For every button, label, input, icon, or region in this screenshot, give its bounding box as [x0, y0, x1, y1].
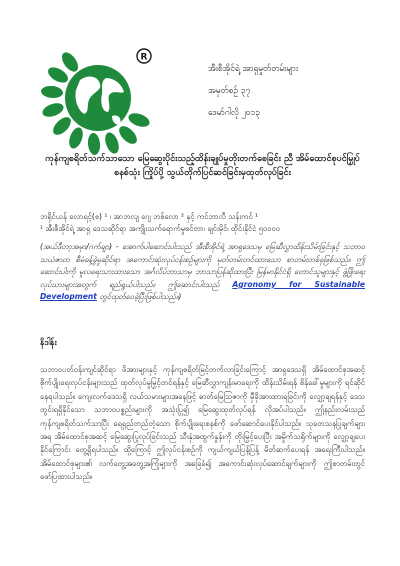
author-block	[40, 211, 365, 235]
publication-date: ဒေမာ်ဂါလို ၂၀၁၃	[208, 107, 260, 117]
globe-leaf-logo	[40, 40, 160, 160]
masthead	[208, 62, 388, 128]
journal-link[interactable]: Agronomy for Sustainable Development	[40, 279, 365, 302]
body-paragraph: သဘာဝပတ်ဝန်းကျင်ဆိုင်ရာ ဖိအားများနှင့် ကုန်ကျစရိတ်မြင့်တက်လာခြင်းကြောင့် အာရှဒေသရှိ အိမ်ထောင်စုအဆင့် စိုက်ပျိုးရေးလုပ်ငန်းများသည် ထုတ်လုပ်မှုမြှင့်တင်ရန်နှင့် မြေဆီလွှာကျန်းမာရေးကို ထိန်းသိမ်းရန် စိန်ခေါ်မှုများကို ရင်ဆိုင်နေရပါသည်။ ကျေးလက်ဒေသရှိ လယ်သမားများအနေဖြင့် ဓာတ်မြေဩဇာကို မှီခိုအားထားရခြင်းကို လျှော့ချရန်နှင့် ဒေသတွင်းရရှိနိုင်သော သဘာဝပစ္စည်းများကို အသုံးပြု၍ မြေဆွေးထုတ်လုပ်ရန် လိုအပ်ပါသည်။ ဤနည်းလမ်းသည် ကုန်ကျစရိတ်သက်သာပြီး ရေရှည်တည်တံ့သော စိုက်ပျိုးရေးစနစ်ကို ဖော်ဆောင်ပေးနိုင်ပါသည်။ သုတေသနပြုချက်များအရ အိမ်ထောင်စုအဆင့် မြေဆွေးပြုလုပ်ခြင်းသည် သီးနှံအထွက်နှုန်းကို တိုးမြှင့်ပေးပြီး အမှိုက်သရိုက်များကို လျှော့ချပေးနိုင်ကြောင်း တွေ့ရှိရပါသည်။ ထို့ကြောင့် ဤလုပ်ငန်းစဉ်ကို ကျယ်ကျယ်ပြန့်ပြန့် မိတ်ဆက်ပေးရန် အရေးကြီးပါသည်။ အိမ်ထောင်စုများ၏ လက်တွေ့အတွေ့အကြုံများကို အခြေခံ၍ အကောင်းဆုံးလုပ်ဆောင်ချက်များကို ဤစာတမ်းတွင် ဖော်ပြထားပါသည်။	[40, 365, 365, 482]
section-heading-introduction: နိဒါန်း	[40, 337, 57, 347]
article-title: ကုန်ကျစရိတ်သက်သာသော မြေဆွေးပိုင်းသည့်ထိန်းချုပ်မှုတိုးတက်စေခြင်း ညီ အိမ်ထောင်စုပင်မြှုပ်စနစ်သုံး ကြိုပ်ပို့ သွယ်တိုက်ပြင်ဆင်ခြင်းမှထုတ်လုပ်ခြင်း	[45, 154, 360, 178]
svg-text:R: R	[140, 52, 148, 63]
series-title: အီးစီအိုင်ရဲ့ အာရှမှုတ်တမ်းများ	[208, 63, 298, 73]
registered-mark	[137, 49, 151, 63]
editor-note-tail: တွင်ထုတ်ဝေခဲ့ပြီးဖြစ်ပါသည်။)	[96, 292, 182, 302]
author-names: ဘရိုင်ယန် လောရင့်(စ) ¹ ၊ အာဘလျ ဂျေ ဘစ်လော ² နှင့် ကင်ဘာလီ သန်းကင် ¹	[40, 212, 258, 221]
editor-note-text: (အယ်ဒီတာ့အမှာ/ဂက်ချာ) - အောက်ပါဆောင်းပါးသည် အီးစီအိုင်ရဲ့ အာရှဒေသမှ မြေဆီလွှာထိန်းသိမ်းခြင်းနှင့် သဘာဝသယံဇာတ စီမံခန့်ခွဲမှုဆိုင်ရာ အကောင်းဆုံးလုပ်ငန်းစဉ်များကို မှတ်တမ်းတင်ထားသော စာတမ်းတစ်ခုဖြစ်သည်။ ဤဆောင်းပါးကို မူလရေးသားထားသော အင်္ဂလိပ်ဘာသာမှ ဘာသာပြန်ဆိုထားပြီး မြန်မာနိုင်ငံရှိ တောင်သူများနှင့် ဖွံ့ဖြိုးရေးလုပ်သားများအတွက် ရည်ရွယ်ပါသည်။ ဤဆောင်းပါးသည်	[40, 242, 365, 289]
volume-number: အမှတ်စဉ် ၃၇	[208, 85, 251, 95]
author-affiliation: ¹ အီးစီအိုင်ရဲ့ အာရှ ဒေသဆိုင်ရာ အကျိုးသက်ရောက်မှုစင်တာ၊ ချင်းမိုင်၊ ထိုင်းနိုင်ငံ ၅၀၀၀၀	[40, 224, 280, 233]
editor-note	[40, 241, 365, 304]
